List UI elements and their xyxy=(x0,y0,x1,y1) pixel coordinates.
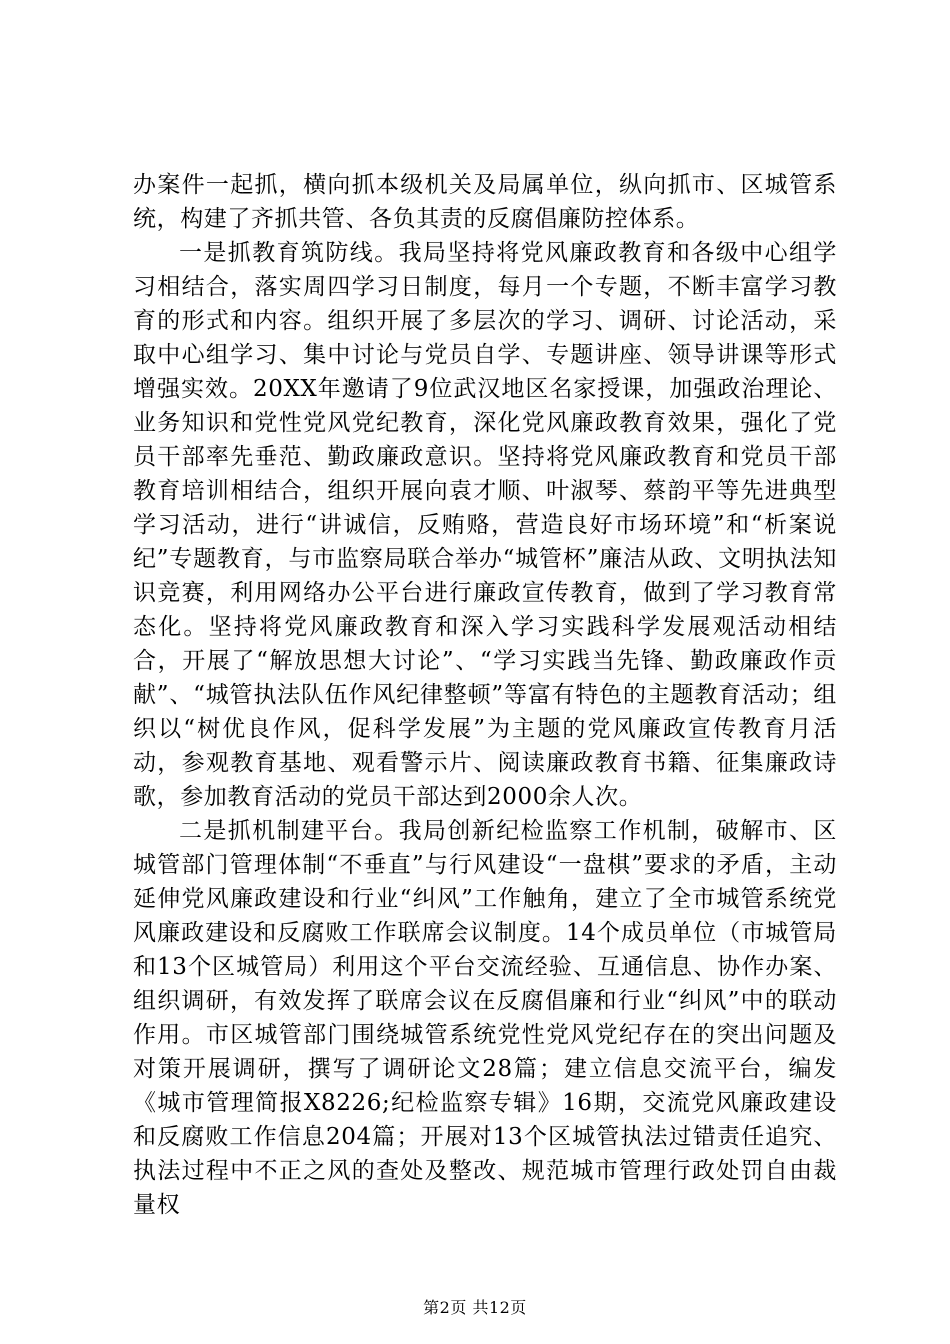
paragraph-mechanism: 二是抓机制建平台。我局创新纪检监察工作机制，破解市、区城管部门管理体制“不垂直”与行风建设“一盘棋”要求的矛盾，主动延伸党风廉政建设和行业“纠风”工作触角，建立了全市城管系统党风廉政建设和反腐败工作联席会议制度。14个成员单位（市城管局和13个区城管局）利用这个平台交流经验、互通信息、协作办案、组织调研，有效发挥了联席会议在反腐倡廉和行业“纠风”中的联动作用。市区城管部门围绕城管系统党性党风党纪存在的突出问题及对策开展调研，撰写了调研论文28篇；建立信息交流平台，编发《城市管理简报X8226;纪检监察专辑》16期，交流党风廉政建设和反腐败工作信息204篇；开展对13个区城管执法过错责任追究、执法过程中不正之风的查处及整改、规范城市管理行政处罚自由裁量权 xyxy=(133,818,837,1218)
paragraph-education: 一是抓教育筑防线。我局坚持将党风廉政教育和各级中心组学习相结合，落实周四学习日制度，每月一个专题，不断丰富学习教育的形式和内容。组织开展了多层次的学习、调研、讨论活动，采取中心组学习、集中讨论与党员自学、专题讲座、领导讲课等形式增强实效。20XX年邀请了9位武汉地区名家授课，加强政治理论、业务知识和党性党风党纪教育，深化党风廉政教育效果，强化了党员干部率先垂范、勤政廉政意识。坚持将党风廉政教育和党员干部教育培训相结合，组织开展向袁才顺、叶淑琴、蔡韵平等先进典型学习活动，进行“讲诚信，反贿赂，营造良好市场环境”和“析案说纪”专题教育，与市监察局联合举办“城管杯”廉洁从政、文明执法知识竞赛，利用网络办公平台进行廉政宣传教育，做到了学习教育常态化。坚持将党风廉政教育和深入学习实践科学发展观活动相结合，开展了“解放思想大讨论”、“学习实践当先锋、勤政廉政作贡献”、“城管执法队伍作风纪律整顿”等富有特色的主题教育活动；组织以“树优良作风，促科学发展”为主题的党风廉政宣传教育月活动，参观教育基地、观看警示片、阅读廉政教育书籍、征集廉政诗歌，参加教育活动的党员干部达到2000余人次。 xyxy=(133,240,837,810)
paragraph-continuation: 办案件一起抓，横向抓本级机关及局属单位，纵向抓市、区城管系统，构建了齐抓共管、各负其责的反腐倡廉防控体系。 xyxy=(133,172,837,232)
document-body xyxy=(133,168,837,1222)
page-number-footer: 第2页 共12页 xyxy=(423,1298,527,1317)
